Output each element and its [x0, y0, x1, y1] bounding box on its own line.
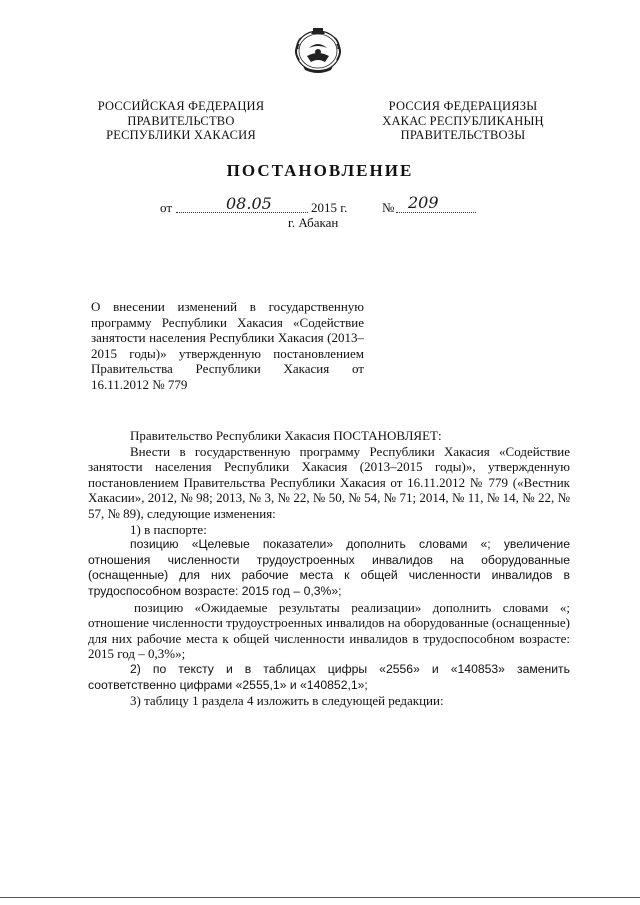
- body-paragraph-5: позицию «Ожидаемые результаты реализации» дополнить словами «; отношение численности трудоустроенных инвалидов на оборудованные (оснащенные) для них рабочие места к общей численности инвалидов в трудоспособном возрасте: 2015 год – 0,3%»;: [88, 599, 571, 662]
- header-left-line-1: РОССИЙСКАЯ ФЕДЕРАЦИЯ: [97, 99, 265, 113]
- handwritten-number: 209: [408, 193, 439, 212]
- number-sign: №: [382, 200, 395, 215]
- page-bottom-edge: [0, 897, 640, 898]
- body-paragraph-1: Правительство Республики Хакасия ПОСТАНОВЛЯЕТ:: [130, 428, 442, 443]
- header-right-line-2: ХАКАС РЕСПУБЛИКАНЫҢ: [382, 113, 544, 128]
- header-left-line-3: РЕСПУБЛИКИ ХАКАСИЯ: [106, 128, 256, 142]
- coat-of-arms-emblem: [287, 22, 349, 78]
- header-right: [368, 99, 558, 143]
- document-title: ПОСТАНОВЛЕНИЕ: [226, 161, 414, 180]
- body-paragraph-7: 3) таблицу 1 раздела 4 изложить в следующей редакции:: [130, 693, 444, 709]
- document-subject: О внесении изменений в государственную программу Республики Хакасия «Содействие занятости населения Республики Хакасия (2013–2015 годы)» утвержденную постановлением Правительства Республики Хакасия от 16.11.2012 № 779: [91, 299, 364, 392]
- header-right-line-1: РОССИЯ ФЕДЕРАЦИЯЗЫ: [388, 99, 538, 113]
- body-paragraph-6: 2) по тексту и в таблицах цифры «2556» и «140853» заменить соответственно цифрами «2555,1» и «140852,1»;: [88, 661, 570, 692]
- date-prefix: от: [160, 200, 173, 215]
- body-paragraph-2: Внести в государственную программу Республики Хакасия «Содействие занятости населения Республики Хакасия (2013–2015 годы)», утвержденную постановлением Правительства Республики Хакасия от 16.11.2012 № 779 («Вестник Хакасии», 2012, № 98; 2013, № 3, № 22, № 50, № 54, № 71; 2014, № 11, № 14, № 22, № 57, № 89), следующие изменения:: [88, 443, 570, 521]
- year-label: 2015 г.: [311, 200, 348, 215]
- header-left-line-2: ПРАВИТЕЛЬСТВО: [127, 113, 235, 128]
- number-underline: [396, 212, 476, 213]
- document-body: [88, 428, 570, 709]
- handwritten-date: 08.05: [226, 194, 272, 213]
- header-right-line-3: ПРАВИТЕЛЬСТВОЗЫ: [400, 128, 526, 142]
- body-paragraph-3: 1) в паспорте:: [130, 521, 207, 537]
- header-left: [86, 99, 276, 143]
- body-paragraph-4: позицию «Целевые показатели» дополнить словами «; увеличение отношения численности трудоустроенных инвалидов на оборудованные (оснащенные) для них рабочие места к общей численности инвалидов в трудоспособном возрасте: 2015 год – 0,3%»;: [88, 537, 570, 598]
- city-label: г. Абакан: [288, 215, 339, 230]
